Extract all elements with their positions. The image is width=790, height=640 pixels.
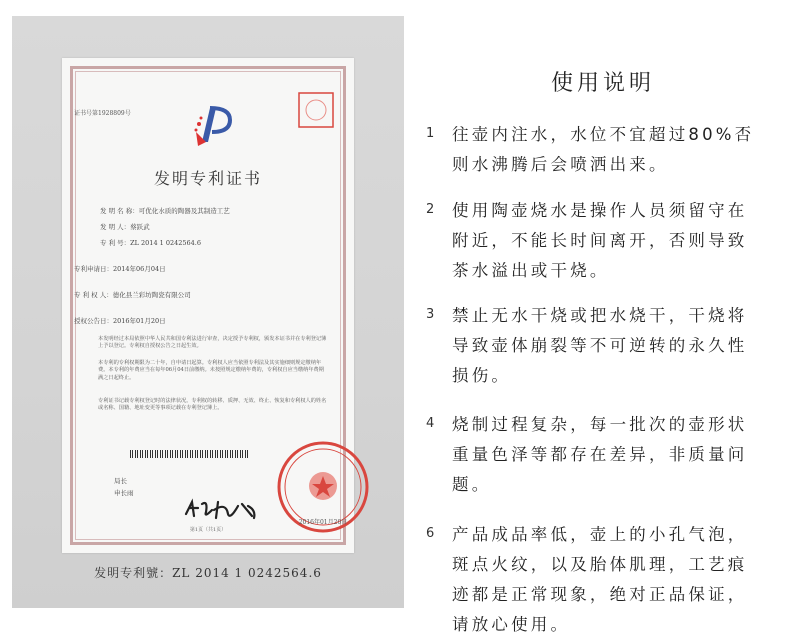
handwritten-signature xyxy=(182,496,262,522)
certificate-photo xyxy=(12,16,404,608)
instruction-item xyxy=(426,120,766,180)
signature-title: 局长 xyxy=(114,477,127,485)
item-text: 烧制过程复杂，每一批次的壶形状重量色泽等都存在差异，非质量问题。 xyxy=(452,415,748,494)
patent-number: 专 利 号：ZL 2014 1 0242564.6 xyxy=(100,239,201,247)
certificate-paragraph-1: 本发明经过本局依照中华人民共和国专利法进行审查，决定授予专利权，颁发本证书并在专利登记簿上予以登记。专利权自授权公告之日起生效。 xyxy=(98,336,327,350)
certificate-paragraph-2: 本专利的专利权期限为二十年，自申请日起算。专利权人应当依照专利法及其实施细则规定缴纳年费。本专利的年费应当在每年06月04日前缴纳。未按照规定缴纳年费的，专利权自应当缴纳年费期满之日起终止。 xyxy=(98,360,324,381)
instruction-item xyxy=(426,410,766,500)
item-number: 2 xyxy=(426,202,435,217)
item-number: 1 xyxy=(426,126,435,141)
invention-name: 发 明 名 称：可优化水质的陶器及其制造工艺 xyxy=(100,207,230,215)
signature-name: 申长雨 xyxy=(114,489,134,497)
seal-date: 2016年01月20日 xyxy=(298,519,348,526)
certificate-number: 证书号第1928809号 xyxy=(74,110,131,117)
patent-number-caption: 发明专利號：ZL 2014 1 0242564.6 xyxy=(94,566,322,580)
page-number: 第1页（共1页） xyxy=(189,527,227,533)
instruction-item xyxy=(426,301,766,391)
small-red-stamp-icon xyxy=(296,90,336,130)
item-text: 产品成品率低，壶上的小孔气泡，斑点火纹，以及胎体肌理，工艺痕迹都是正常现象，绝对正品保证，请放心使用。 xyxy=(452,525,748,634)
barcode xyxy=(130,450,250,458)
instruction-item xyxy=(426,196,766,286)
official-red-seal-icon xyxy=(274,438,372,536)
instructions-title: 使用说明 xyxy=(550,71,655,96)
item-number: 6 xyxy=(426,526,435,541)
item-number: 4 xyxy=(426,416,435,431)
instructions-list xyxy=(426,120,766,640)
application-date: 专利申请日：2014年06月04日 xyxy=(74,265,166,273)
patentee: 专 利 权 人：德化县兰彩坊陶瓷有限公司 xyxy=(74,291,191,299)
certificate-paragraph-3: 专利证书记载专利权登记时的法律状况。专利权的转移、质押、无效、终止、恢复和专利权人的姓名或名称、国籍、地址变更等事项记载在专利登记簿上。 xyxy=(98,398,327,412)
grant-date: 授权公告日：2016年01月20日 xyxy=(74,317,166,325)
item-text: 往壶内注水，水位不宜超过80%否则水沸腾后会喷洒出来。 xyxy=(452,125,755,174)
patent-office-logo-icon xyxy=(190,102,236,148)
certificate-title: 发明专利证书 xyxy=(153,169,262,188)
instruction-item xyxy=(426,520,766,640)
inventor: 发 明 人：蔡跃武 xyxy=(100,223,150,231)
item-text: 禁止无水干烧或把水烧干，干烧将导致壶体崩裂等不可逆转的永久性损伤。 xyxy=(452,306,748,385)
patent-certificate xyxy=(62,58,354,553)
item-number: 3 xyxy=(426,307,435,322)
item-text: 使用陶壶烧水是操作人员须留守在附近，不能长时间离开，否则导致茶水溢出或干烧。 xyxy=(452,201,748,280)
